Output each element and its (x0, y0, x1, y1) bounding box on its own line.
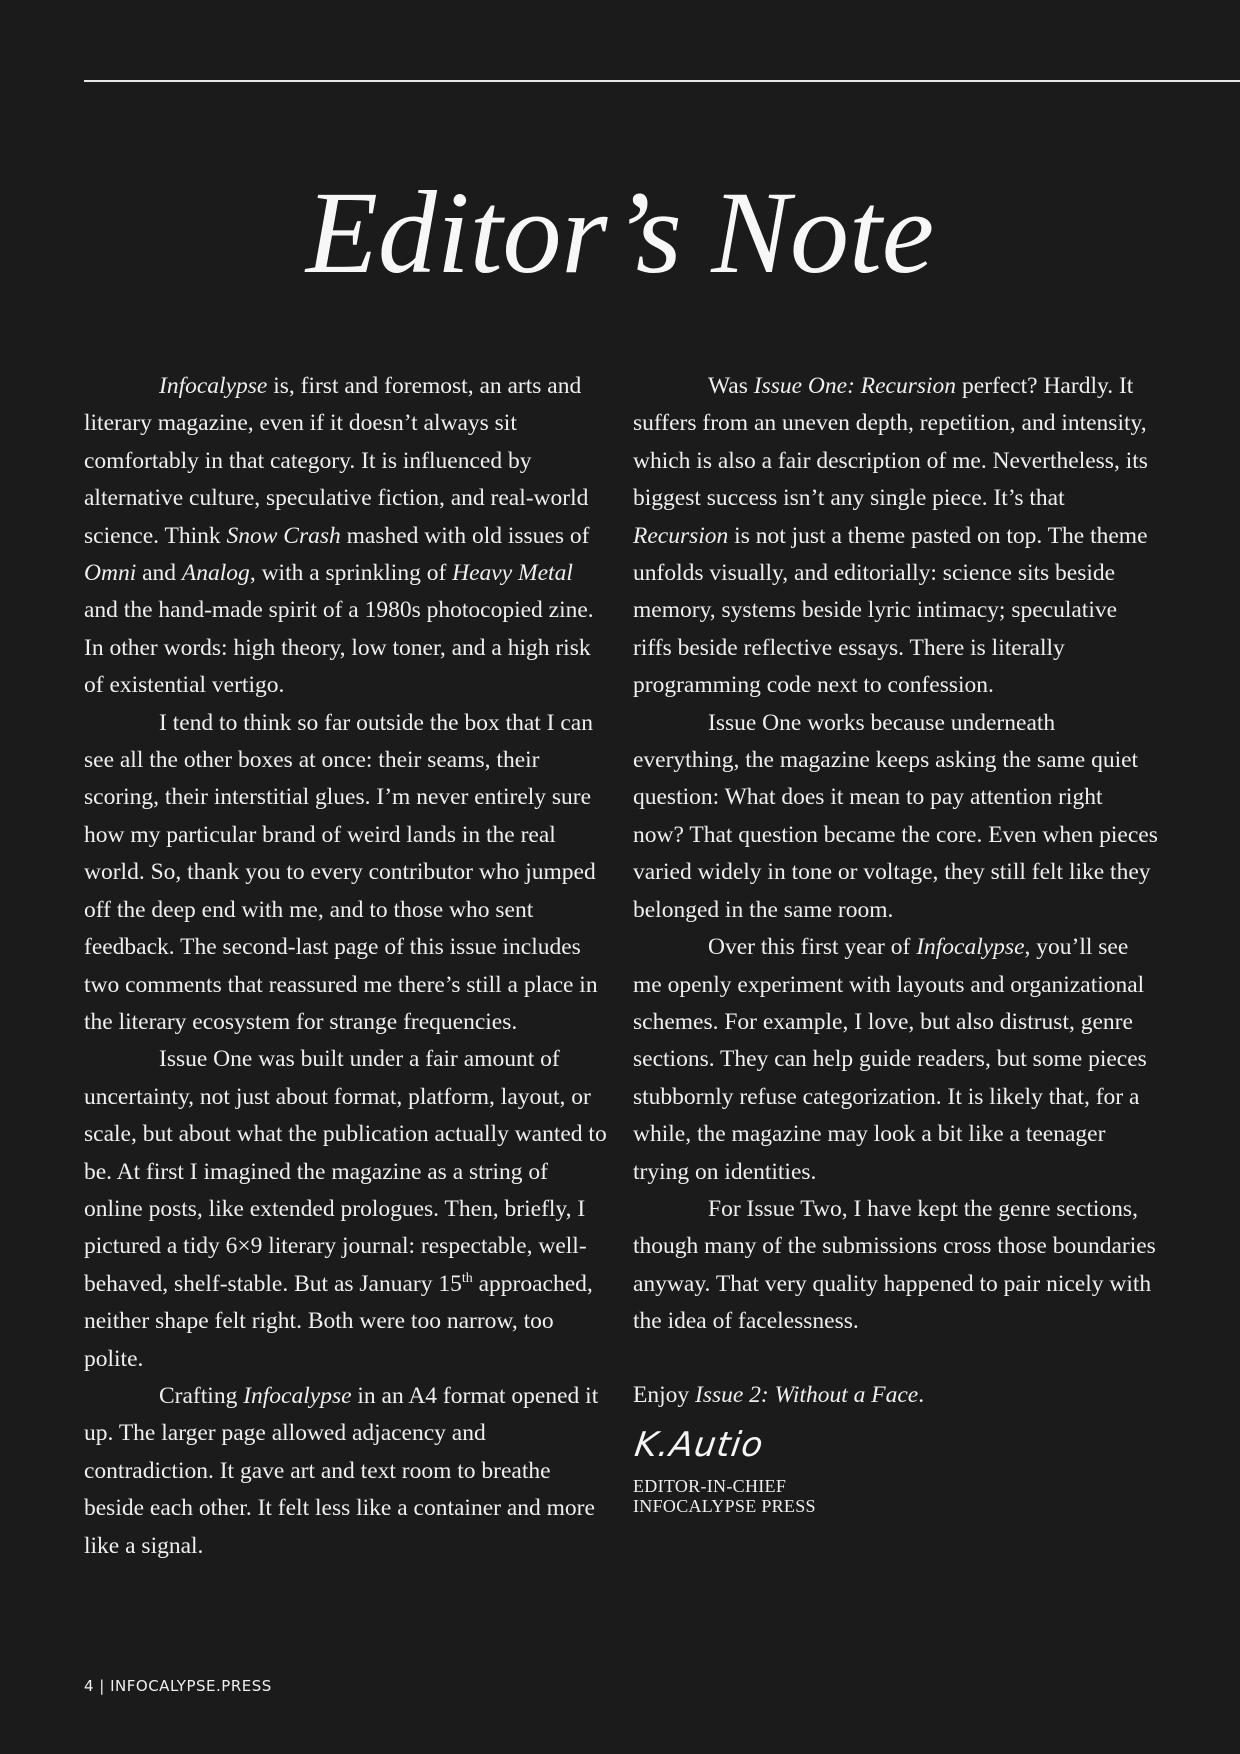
issue-title: Issue 2: Without a Face (695, 1381, 919, 1408)
magazine-name: Infocalypse (243, 1382, 352, 1409)
text-span: , you’ll see me openly experiment with layouts and organizational schemes. For example, I love, but also distrust, genre sections. They can help guide readers, but some pieces stubbornly refuse categorization. It is likely that, for a while, the magazine may look a bit like a teenager trying on identities. (633, 934, 1147, 1185)
text-span: Enjoy (633, 1381, 696, 1408)
ordinal-suffix: th (461, 1270, 473, 1286)
text-span: Over this first year of (708, 934, 917, 961)
paragraph-issue-two: For Issue Two, I have kept the genre sections, though many of the submissions cross those boundaries anyway. That very quality happened to pair nicely with the idea of facelessness. (633, 1195, 1156, 1335)
text-span: , with a sprinkling of (249, 560, 453, 587)
text-span: mashed with old issues of (340, 522, 590, 549)
issue-theme: Recursion (633, 522, 729, 549)
text-span: is not just a theme pasted on top. The theme unfolds visually, and editorially: science sits beside memory, systems beside lyric intimacy; speculative riffs beside reflective essays. There is literally programming code next to confession. (633, 522, 1148, 699)
text-span: perfect? Hardly. It suffers from an uneven depth, repetition, and intensity, which is also a fair description of me. Nevertheless, its biggest success isn’t any single piece. It’s that (633, 373, 1148, 512)
paragraph-attention: Issue One works because underneath everything, the magazine keeps asking the same quiet question: What does it mean to pay attention right now? That question became the core. Even when pieces varied widely in tone or voltage, they still felt like they belonged in the same room. (633, 709, 1158, 923)
magazine-title: Omni (84, 560, 137, 587)
top-rule (84, 80, 1240, 82)
left-column (84, 368, 609, 1565)
text-span: approached, neither shape felt right. Both were too narrow, too polite. (84, 1270, 593, 1372)
paragraph-issue-one (84, 1041, 609, 1378)
editor-role (633, 1476, 1158, 1516)
issue-title: Issue One: Recursion (753, 373, 957, 399)
magazine-name: Infocalypse (159, 373, 268, 399)
right-column (633, 368, 1158, 1516)
text-span: . (918, 1381, 925, 1408)
paragraph-a4-format (84, 1378, 609, 1565)
paragraph-boxes: I tend to think so far outside the box that I can see all the other boxes at once: their seams, their scoring, their interstitial glues. I’m never entirely sure how my particular brand of weird lands in the real world. So, thank you to every contributor who jumped off the deep end with me, and to those who sent feedback. The second-last page of this issue includes two comments that reassured me there’s still a place in the literary ecosystem for strange frequencies. (84, 709, 598, 1035)
paragraph-intro (84, 368, 609, 705)
magazine-title: Analog (181, 560, 250, 587)
paragraph-first-year (633, 929, 1158, 1191)
text-span: Issue One was built under a fair amount of uncertainty, not just about format, platform, layout, or scale, but about what the publication actually wanted to be. At first I imagined the magazine as a string of online posts, like extended prologues. Then, briefly, I pictured a tidy 6×9 literary journal: respectable, well-behaved, shelf-stable. But as January 15 (84, 1046, 607, 1297)
text-span: in an A4 format opened it up. The larger page allowed adjacency and contradiction. It gave art and text room to breathe beside each other. It felt less like a container and more like a signal. (84, 1382, 599, 1559)
text-span: Was (708, 373, 754, 399)
text-span: and the hand-made spirit of a 1980s photocopied zine. In other words: high theory, low toner, and a high risk of existential vertigo. (84, 597, 594, 699)
text-span: and (136, 560, 182, 587)
page-title: Editor’s Note (305, 167, 935, 298)
book-title: Snow Crash (226, 522, 341, 549)
text-span: Crafting (159, 1382, 244, 1409)
magazine-name: Infocalypse (916, 934, 1025, 961)
text-span: is, first and foremost, an arts and literary magazine, even if it doesn’t always sit comfortably in that category. It is influenced by alternative culture, speculative fiction, and real-world science. Think (84, 373, 589, 549)
magazine-title: Heavy Metal (452, 560, 573, 587)
closing-line (633, 1377, 1158, 1414)
editor-signature: K.Autio (632, 1424, 767, 1465)
role-title: EDITOR-IN-CHIEF (633, 1475, 787, 1496)
page-footer: 4 | INFOCALYPSE.PRESS (84, 1677, 272, 1695)
paragraph-recursion (633, 368, 1158, 705)
role-organization: INFOCALYPSE PRESS (633, 1495, 816, 1516)
